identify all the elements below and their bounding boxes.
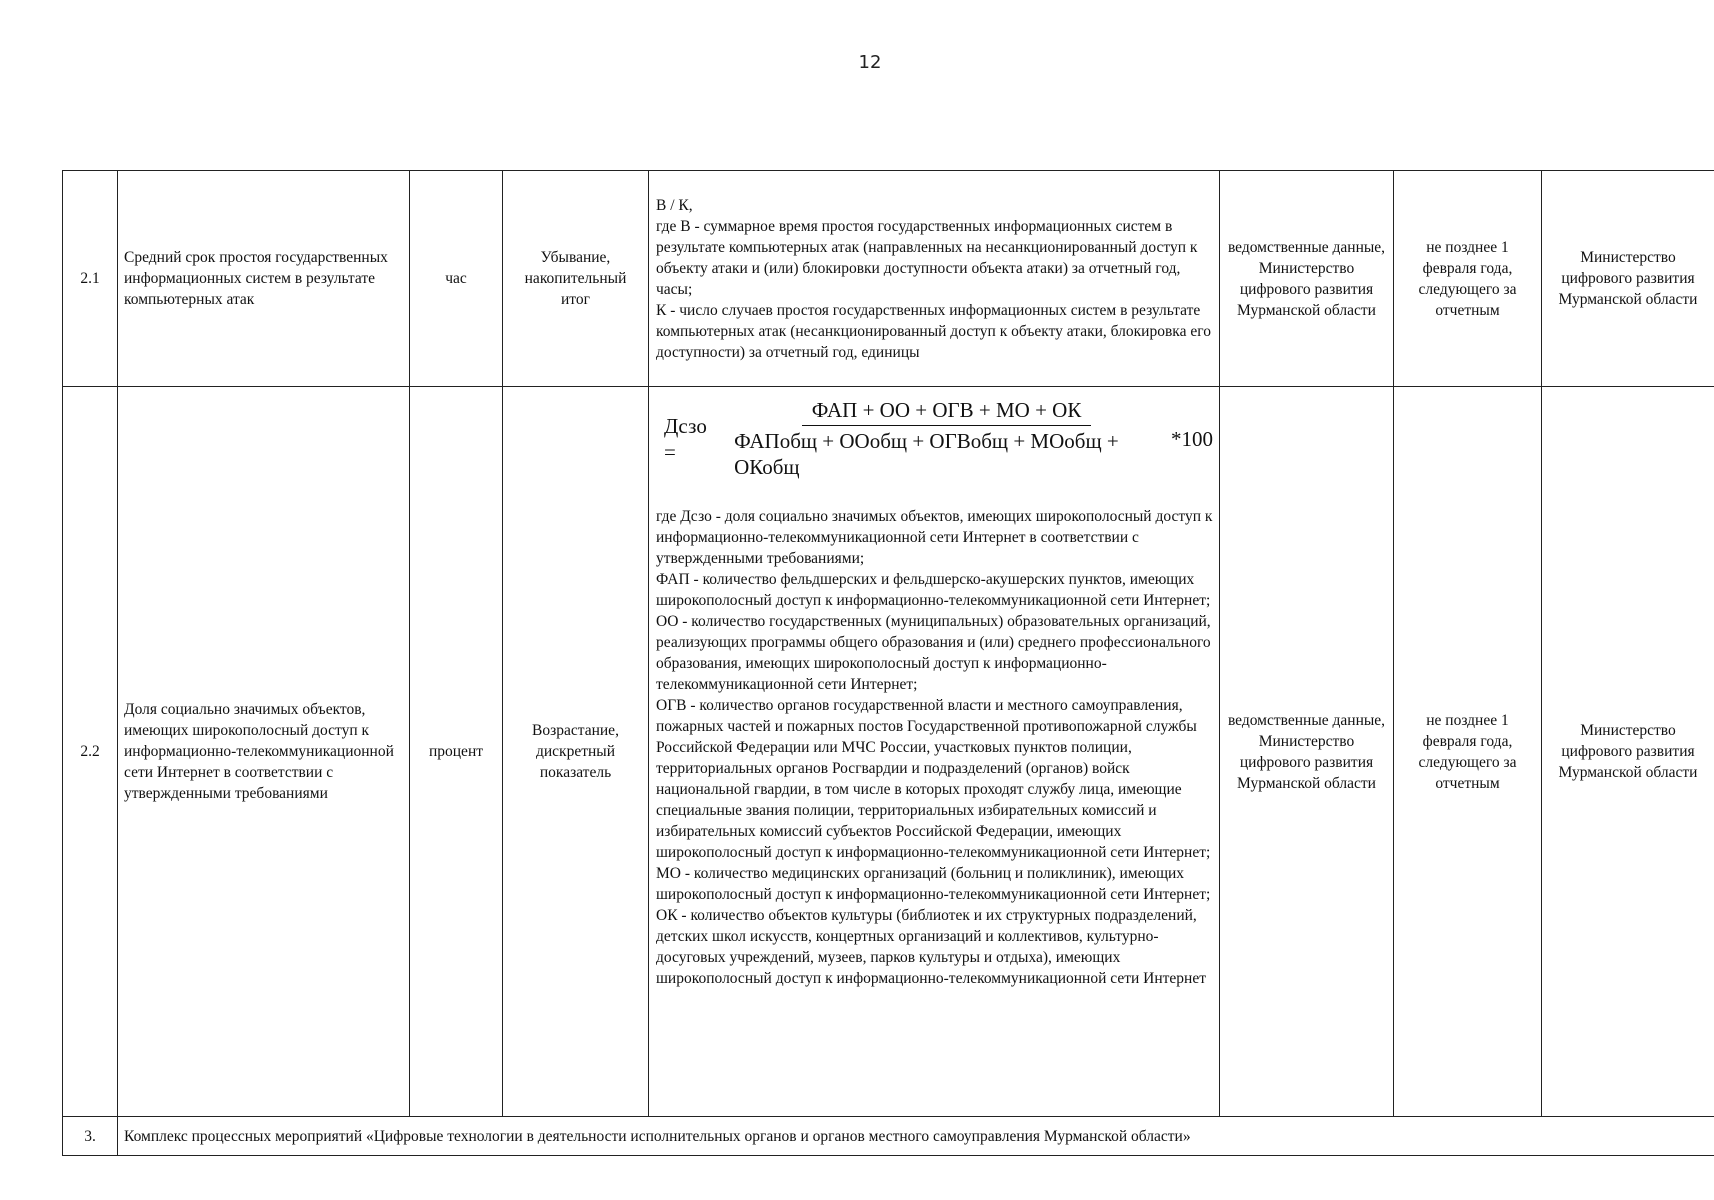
calculation-method xyxy=(649,387,1220,1117)
row-number: 2.1 xyxy=(63,171,118,387)
method-line: ОГВ - количество органов государственной власти и местного самоуправления, пожарных частей и пожарных постов Государственной противопожарной службы Российской Федерации или МЧС России, участковых пунктов полиции, территориальных органов Росгвардии и подразделений (органов) войск национальной гвардии, в том числе в которых проходят службу лица, имеющие специальные звания полиции, территориальных избирательных комиссий и избирательных комиссий субъектов Российской Федерации, имеющих широкополосный доступ к информационно-телекоммуникационной сети Интернет; xyxy=(656,697,1211,861)
method-line: МО - количество медицинских организаций (больниц и поликлиник), имеющих широкополосный доступ к информационно-телекоммуникационной сети Интернет; xyxy=(656,865,1211,903)
formula-lhs: Дсзо = xyxy=(664,413,707,464)
unit-cell: час xyxy=(410,171,503,387)
data-source: ведомственные данные, Министерство цифрового развития Мурманской области xyxy=(1220,387,1394,1117)
data-source: ведомственные данные, Министерство цифрового развития Мурманской области xyxy=(1220,171,1394,387)
method-line: К - число случаев простоя государственных информационных систем в результате компьютерных атак (несанкционированный доступ к объекту атаки, блокировка его доступности) за отчетный год, единицы xyxy=(656,301,1211,361)
row-number: 2.2 xyxy=(63,387,118,1117)
method-line: где Дсзо - доля социально значимых объектов, имеющих широкополосный доступ к информационно-телекоммуникационной сети Интернет в соответствии с утвержденными требованиями; xyxy=(656,508,1213,567)
section-title: Комплекс процессных мероприятий «Цифровые технологии в деятельности исполнительных органов и органов местного самоуправления Мурманской области» xyxy=(118,1117,1714,1156)
responsible-body: Министерство цифрового развития Мурманской области xyxy=(1542,387,1714,1117)
formula xyxy=(664,397,1213,480)
section-row xyxy=(63,1117,1714,1156)
calculation-method xyxy=(649,171,1220,387)
section-number: 3. xyxy=(63,1117,118,1156)
table-row xyxy=(63,387,1714,1117)
method-line: В / К, xyxy=(656,196,693,214)
dynamics-type: Возрастание, дискретный показатель xyxy=(503,387,649,1117)
deadline-cell: не позднее 1 февраля года, следующего за отчетным xyxy=(1394,387,1542,1117)
method-line: ФАП - количество фельдшерских и фельдшерско-акушерских пунктов, имеющих широкополосный доступ к информационно-телекоммуникационной сети Интернет; xyxy=(656,571,1211,609)
formula-multiplier: *100 xyxy=(1171,426,1213,451)
formula-fraction xyxy=(724,397,1169,480)
formula-numerator: ФАП + ОО + ОГВ + МО + ОК xyxy=(802,397,1092,426)
indicator-name: Средний срок простоя государственных информационных систем в результате компьютерных атак xyxy=(118,171,410,387)
unit-cell: процент xyxy=(410,387,503,1117)
table-row xyxy=(63,171,1714,387)
method-line: где В - суммарное время простоя государственных информационных систем в результате компьютерных атак (направленных на несанкционированный доступ к объекту атаки и (или) блокировки доступности объекта атаки) за отчетный год, часы; xyxy=(656,217,1198,298)
page-number: 12 xyxy=(858,52,882,73)
method-line: ОК - количество объектов культуры (библиотек и их структурных подразделений, детских школ искусств, концертных организаций и коллективов, культурно-досуговых учреждений, музеев, парков культуры и отдыха), имеющих широкополосный доступ к информационно-телекоммуникационной сети Интернет xyxy=(656,907,1206,987)
deadline-cell: не позднее 1 февраля года, следующего за отчетным xyxy=(1394,171,1542,387)
method-line: ОО - количество государственных (муниципальных) образовательных организаций, реализующих программы общего образования и (или) среднего профессионального образования, имеющих широкополосный доступ к информационно-телекоммуникационной сети Интернет; xyxy=(656,613,1211,693)
indicator-name: Доля социально значимых объектов, имеющих широкополосный доступ к информационно-телекоммуникационной сети Интернет в соответствии с утвержденными требованиями xyxy=(118,387,410,1117)
indicators-table xyxy=(62,170,1714,1156)
responsible-body: Министерство цифрового развития Мурманской области xyxy=(1542,171,1714,387)
formula-denominator: ФАПобщ + ООобщ + ОГВобщ + МОобщ + ОКобщ xyxy=(734,429,1119,479)
dynamics-type: Убывание, накопительный итог xyxy=(503,171,649,387)
